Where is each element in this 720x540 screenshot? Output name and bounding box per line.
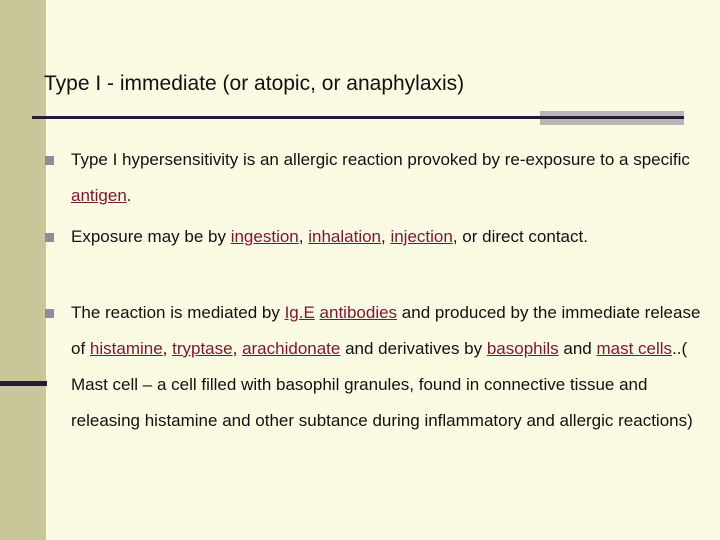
link-ingestion[interactable]: ingestion	[230, 227, 299, 246]
link-arachidonate[interactable]: arachidonate	[242, 339, 341, 358]
link-antibodies[interactable]: antibodies	[319, 303, 398, 322]
square-bullet-icon	[45, 156, 54, 165]
bullet-text: and	[558, 339, 597, 358]
link-ige[interactable]: Ig.E	[284, 303, 315, 322]
bullet-text: The reaction is mediated by	[71, 303, 285, 322]
bullet-text: Type I hypersensitivity is an allergic reaction provoked by re-exposure to a specific	[71, 150, 690, 169]
left-accent-line	[0, 381, 47, 386]
bullet-item-3	[71, 295, 711, 439]
bullet-item-2	[71, 219, 711, 255]
link-basophils[interactable]: basophils	[486, 339, 559, 358]
bullet-text: ,	[232, 339, 243, 358]
bullet-text: and derivatives by	[340, 339, 487, 358]
link-mast-cells[interactable]: mast cells	[596, 339, 673, 358]
bullet-text: , or direct contact.	[452, 227, 588, 246]
bullet-text: ..( Mast cell – a cell filled with basophil granules, found in connective tissue and releasing histamine and other subtance during inflammatory and allergic reactions)	[71, 339, 693, 430]
bullet-text: .	[126, 186, 132, 205]
link-antigen[interactable]: antigen	[71, 186, 127, 205]
link-injection[interactable]: injection	[390, 227, 453, 246]
bullet-text: Exposure may be by	[71, 227, 231, 246]
bullet-text: ,	[298, 227, 309, 246]
square-bullet-icon	[45, 233, 54, 242]
link-histamine[interactable]: histamine	[89, 339, 163, 358]
bullet-text: and produced by the immediate release of	[71, 303, 701, 358]
link-inhalation[interactable]: inhalation	[308, 227, 381, 246]
bullet-text: ,	[381, 227, 391, 246]
bullet-item-1	[71, 142, 711, 214]
title-rule-accent-line	[540, 116, 684, 119]
link-tryptase[interactable]: tryptase	[172, 339, 233, 358]
left-decor-bar	[0, 0, 46, 540]
square-bullet-icon	[45, 309, 54, 318]
bullet-text: ,	[162, 339, 173, 358]
slide-title: Type I - immediate (or atopic, or anaphylaxis)	[44, 72, 465, 95]
